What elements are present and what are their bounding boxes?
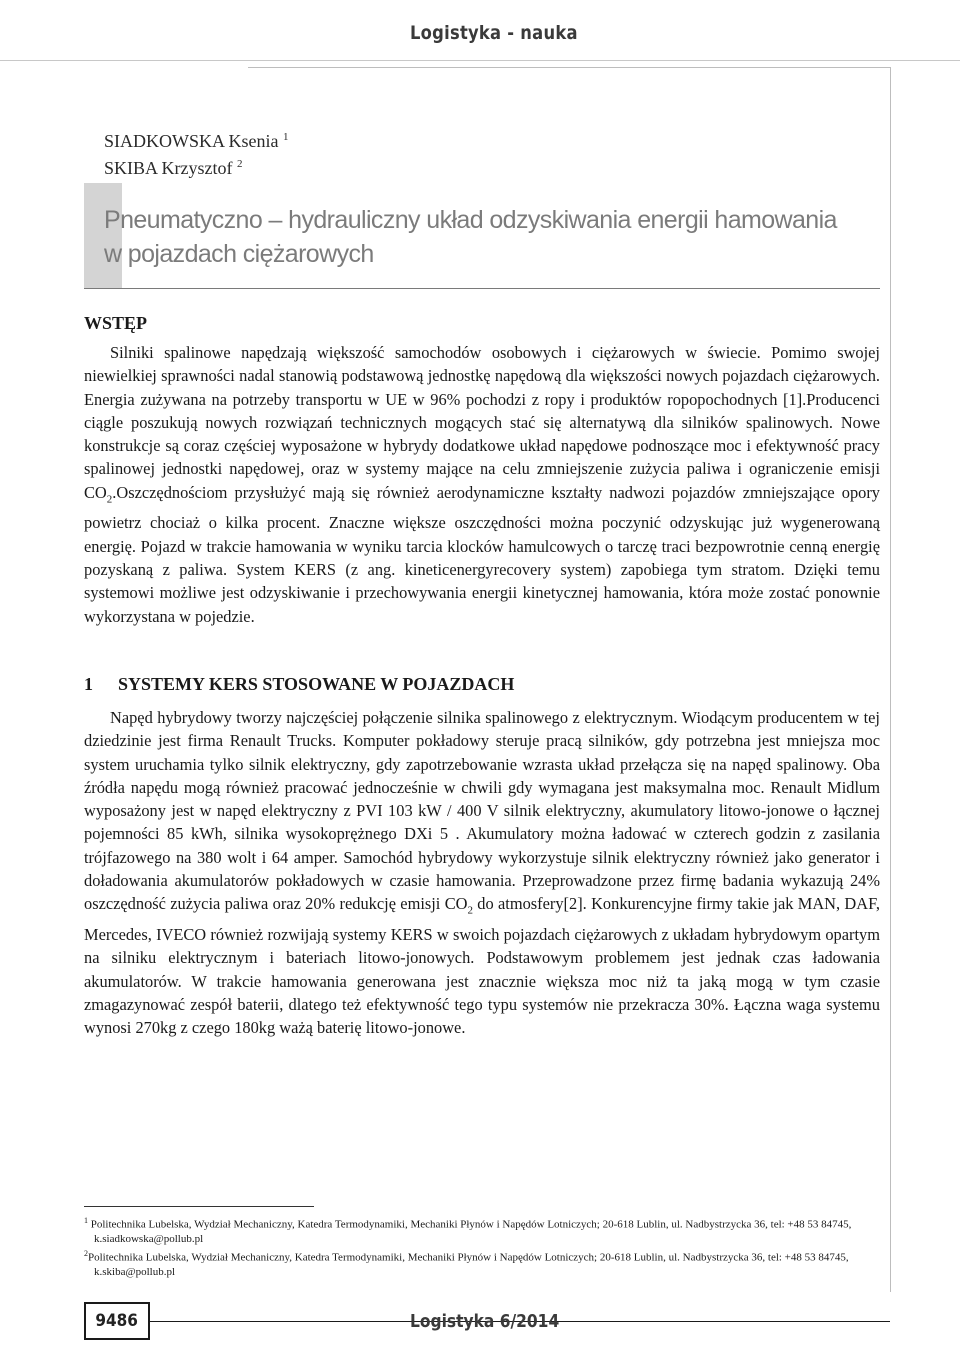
title-underline <box>84 288 880 289</box>
footnote-item <box>84 1214 884 1247</box>
section-title: SYSTEMY KERS STOSOWANE W POJAZDACH <box>118 674 515 694</box>
section-heading-intro: WSTĘP <box>84 313 148 333</box>
footnote-mark: 2 <box>84 1248 88 1258</box>
intro-text: Silniki spalinowe napędzają większość samochodów osobowych i ciężarowych w świecie. Pomimo swojej niewielkiej sprawności nadal stanowią podstawową jednostkę napędową dla większości nowych pojazdach ciężarowych. Energia zużywana na potrzeby transportu w UE w 96% pochodzi z ropy i produktów ropopochodnych [1].Producenci ciągle poszukują nowych rozwiązań technicznych mogących stać się alternatywą dla silników spalinowych. Nowe konstrukcje są coraz częściej wyposażone w hybrydy dodatkowe układ napędowe podnoszące moc i efektywność pracy spalinowej jednostki napędowej, oraz w systemy mające na celu zmniejszenie zużycia paliwa i ograniczenie emisji CO <box>84 343 880 502</box>
intro-paragraph <box>84 341 880 628</box>
author-footnote-mark: 1 <box>283 131 289 143</box>
frame-top-line <box>248 67 891 68</box>
intro-text-cont: .Oszczędnościom przysłużyć mają się również aerodynamiczne kształty nadwozi pojazdów zmniejszające opory powietrz chociaż o kilka procent. Znaczne większe oszczędności można poczynić odzyskując już wygenerowaną energię. Pojazd w trakcie hamowania w wyniku tarcia klocków hamulcowych o tarczę traci bezpowrotnie cenną energię pozyskaną z paliwa. System KERS (z ang. kineticenergyrecovery system) zapobiega tym stratom. Dzięki temu systemowi możliwe jest odzyskiwanie i przechowywania energii kinetycznej hamowania, która może zostać ponownie wykorzystana w pojedzie. <box>84 482 880 626</box>
author-footnote-mark: 2 <box>237 158 243 170</box>
paper-title <box>104 203 884 271</box>
section1-text-cont: do atmosfery[2]. Konkurencyjne firmy takie jak MAN, DAF, Mercedes, IVECO również rozwijają systemy KERS w swoich pojazdach ciężarowych z układam hybrydowym opartym na silniku elektrycznym i bateriach litowo-jonowych. Podstawowym problemem jest jednak czas ładowania akumulatorów. W trakcie hamowania generowana jest znacznie większa moc niż ta jaką mogą w tym czasie zmagazynować zespół baterii, dlatego też efektywność tego typu systemów nie przekracza 30%. Łączna waga systemu wynosi 270kg z czego 180kg ważą baterię litowo-jonowe. <box>84 894 880 1038</box>
author-list <box>104 126 289 180</box>
subscript: 2 <box>467 904 473 917</box>
author-name: SKIBA Krzysztof <box>104 158 233 178</box>
footnote-divider <box>84 1206 314 1207</box>
paper-title-line: w pojazdach ciężarowych <box>104 240 374 268</box>
page-number: 9486 <box>95 1311 139 1331</box>
author-item <box>104 126 289 153</box>
journal-issue: Logistyka 6/2014 <box>410 1311 560 1332</box>
frame-right-line <box>890 67 891 1292</box>
footnote-text: Politechnika Lubelska, Wydział Mechaniczny, Katedra Termodynamiki, Mechaniki Płynów i Napędów Lotniczych; 20-618 Lublin, ul. Nadbystrzycka 36, tel: +48 53 84745, k.skiba@pollub.pl <box>88 1251 849 1278</box>
footnote-list <box>84 1214 884 1279</box>
footnote-mark: 1 <box>84 1216 88 1225</box>
section-number: 1 <box>84 674 93 694</box>
section1-paragraph <box>84 706 880 1039</box>
section1-text: Napęd hybrydowy tworzy najczęściej połączenie silnika spalinowego z elektrycznym. Wiodącym producentem w tej dziedzinie jest firma Renault Trucks. Komputer pokładowy steruje pracą silników, gdy potrzebna jest mniejsza moc system uruchamia tylko silnik elektryczny, gdy zapotrzebowanie wzrasta układ przełącza się na napęd spalinowy. Oba źródła napędu mogą również pracować jednocześnie w chwili gdy wymagana jest maksymalna moc. Renault Midlum wyposażony jest w napęd elektryczny z PVI 103 kW / 400 V silnik elektryczny, akumulatory litowo-jonowe o łącznej pojemności 85 kWh, silnika wysokoprężnego DXi 5 . Akumulatory można ładować w czterech godzin z zasilania trójfazowego na 380 wolt i 64 amper. Samochód hybrydowy wykorzystuje silnik elektryczny również jako generator i doładowania akumulatorów pokładowych w czasie hamowania. Przeprowadzone przez firmę badania wykazują 24% oszczędność zużycia paliwa oraz 20% redukcję emisji CO <box>84 708 880 914</box>
footnote-text: Politechnika Lubelska, Wydział Mechaniczny, Katedra Termodynamiki, Mechaniki Płynów i Napędów Lotniczych; 20-618 Lublin, ul. Nadbystrzycka 36, tel: +48 53 84745, k.siadkowska@pollub.pl <box>88 1218 852 1246</box>
header-divider <box>0 60 960 61</box>
author-item <box>104 153 289 180</box>
author-name: SIADKOWSKA Ksenia <box>104 131 279 151</box>
section-heading-1 <box>84 674 514 695</box>
footnote-item <box>84 1247 884 1280</box>
journal-section-header: Logistyka - nauka <box>410 22 578 44</box>
page-number-box <box>84 1302 150 1340</box>
paper-title-line: Pneumatyczno – hydrauliczny układ odzyskiwania energii hamowania <box>104 206 837 234</box>
subscript: 2 <box>106 493 113 506</box>
